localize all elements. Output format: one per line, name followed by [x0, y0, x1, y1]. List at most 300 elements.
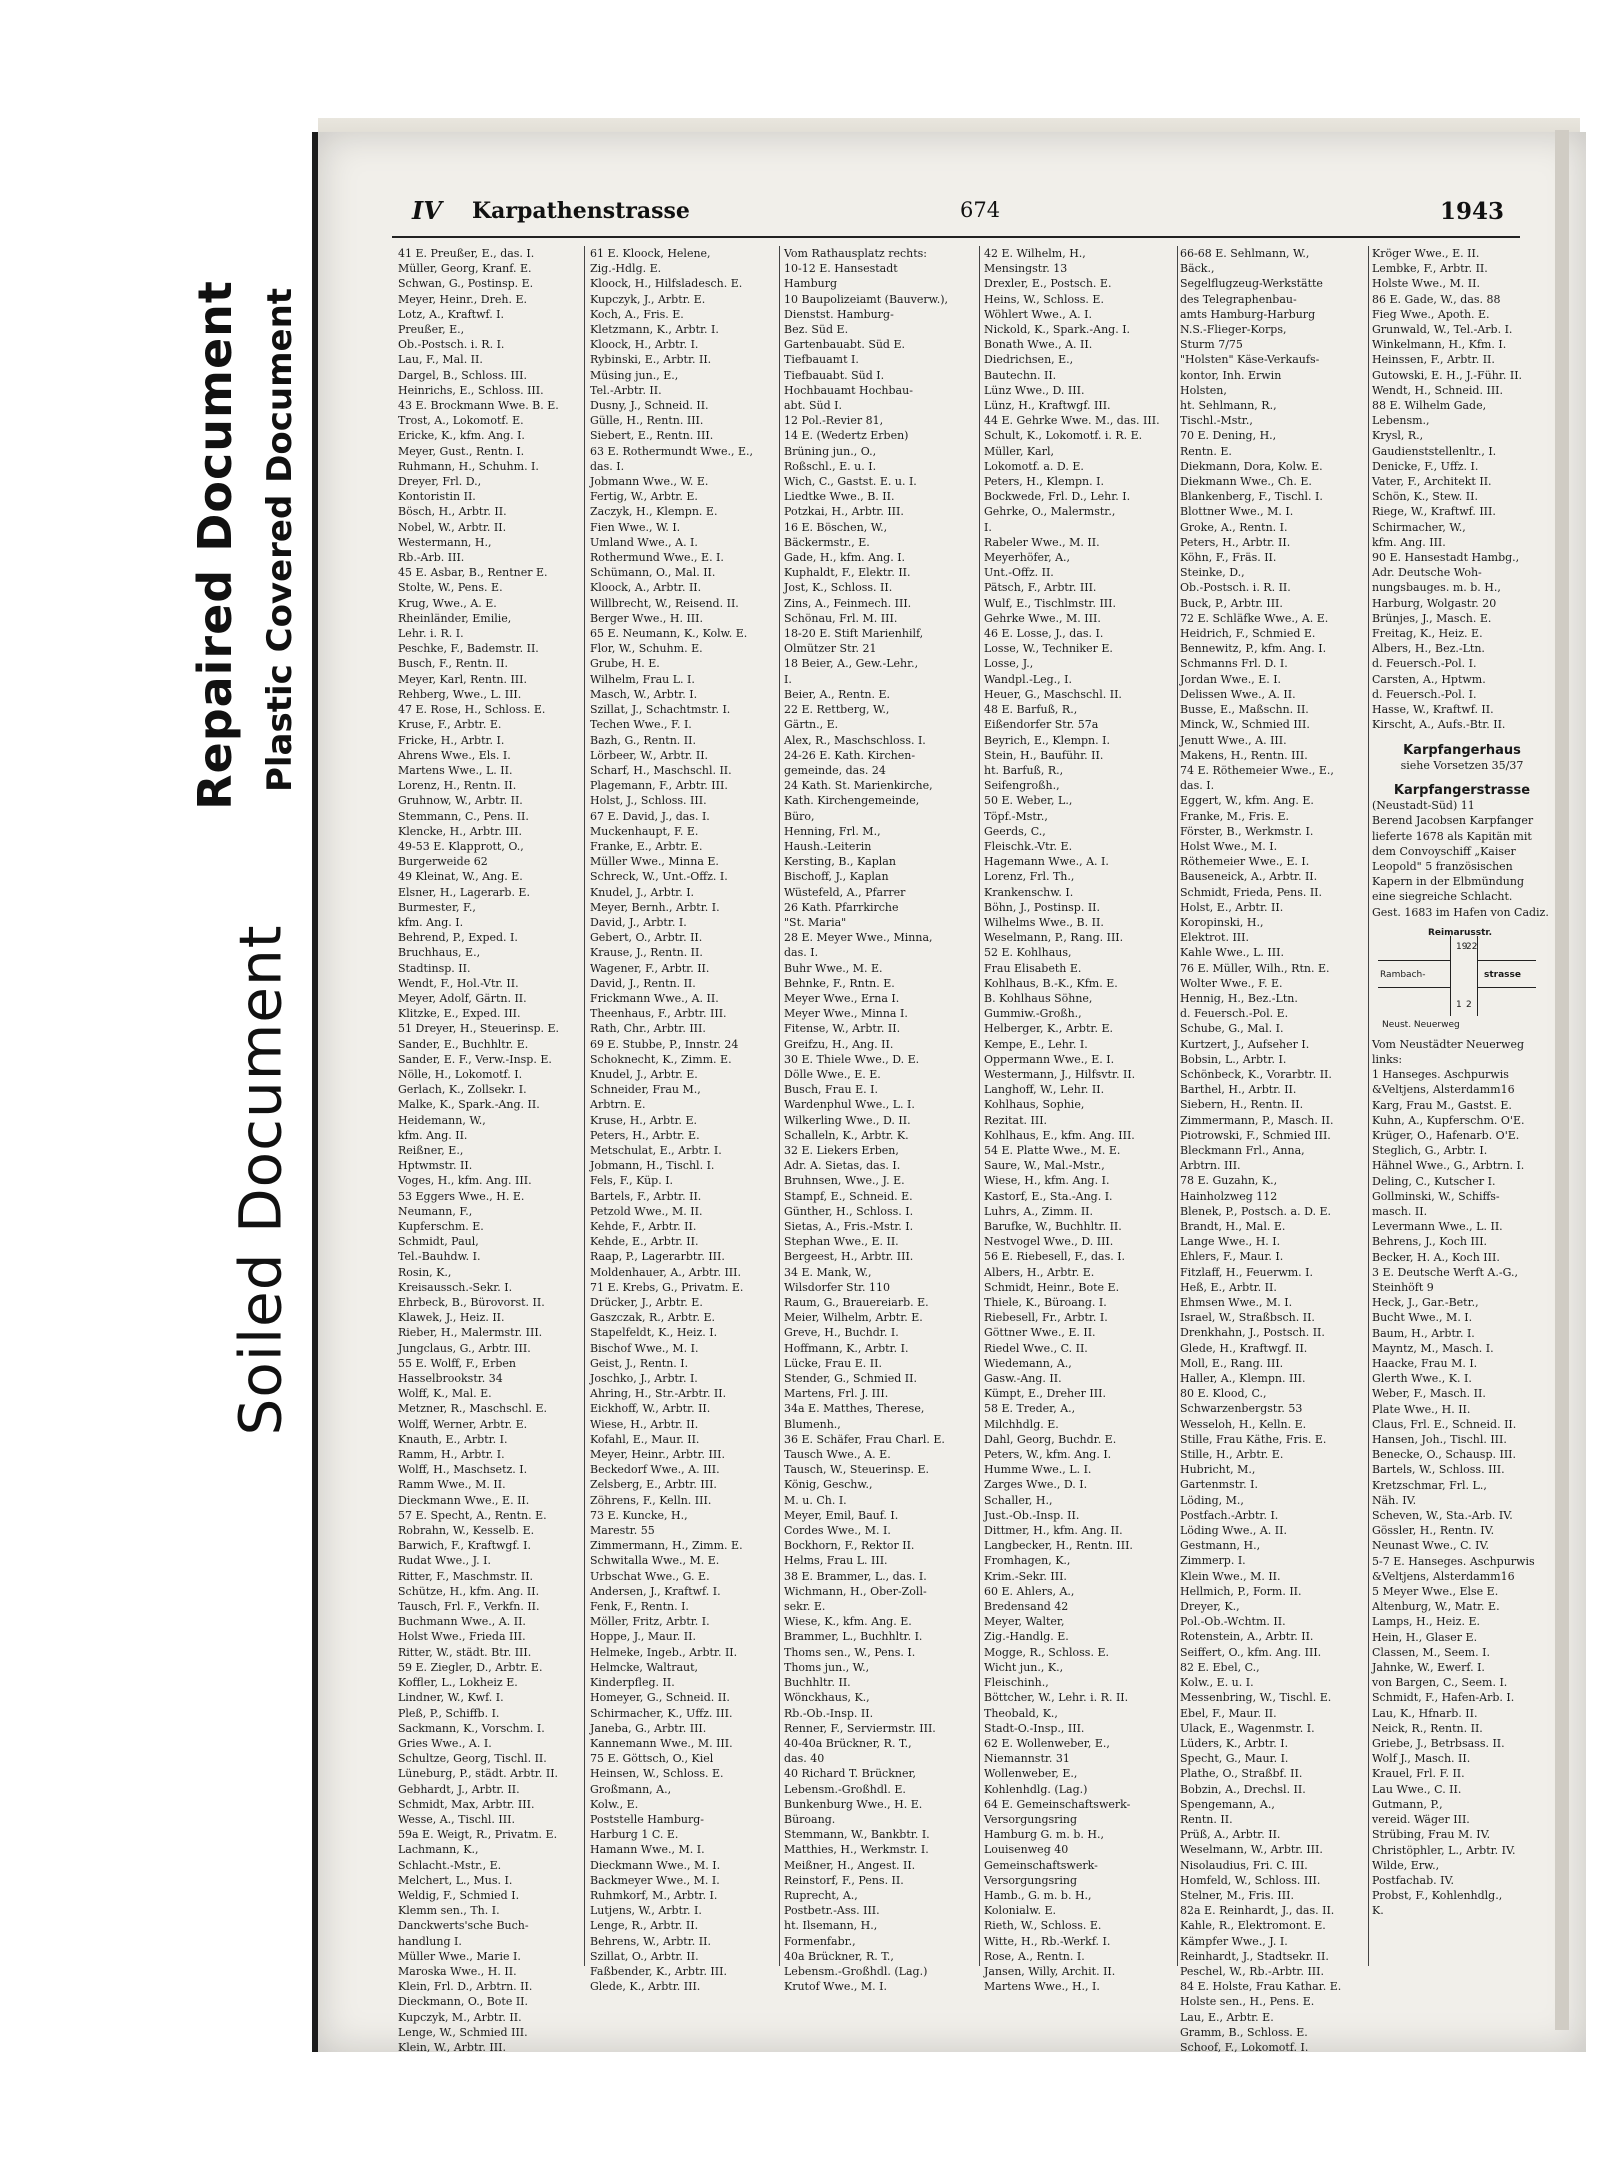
- directory-entry: Bäckermstr., E.: [784, 535, 870, 549]
- directory-entry: 44 E. Gehrke Wwe. M., das. III.: [984, 414, 1160, 428]
- directory-entry: Müller Wwe., Marie I.: [398, 1949, 521, 1963]
- directory-entry: Kempe, E., Lehr. I.: [984, 1037, 1088, 1051]
- directory-entry: Robrahn, W., Kesselb. E.: [398, 1524, 535, 1538]
- directory-entry: Hptwmstr. II.: [398, 1159, 473, 1173]
- directory-entry: Elektrot. III.: [1180, 931, 1249, 945]
- directory-entry: das. I.: [1180, 779, 1215, 793]
- directory-entry: Ruhmkorf, M., Arbtr. I.: [590, 1888, 718, 1902]
- directory-entry: Glede, K., Arbtr. III.: [590, 1980, 701, 1994]
- directory-entry: Albers, H., Arbtr. E.: [984, 1265, 1095, 1279]
- directory-entry: Lebensm.-Großhdl. (Lag.): [784, 1964, 928, 1978]
- directory-entry: 60 E. Ahlers, A.,: [984, 1584, 1075, 1598]
- directory-entry: Szillat, O., Arbtr. II.: [590, 1949, 699, 1963]
- directory-entry: Stadt-O.-Insp., III.: [984, 1721, 1085, 1735]
- directory-entry: Witte, H., Rb.-Werkf. I.: [984, 1934, 1111, 1948]
- directory-entry: Benecke, O., Schausp. III.: [1372, 1448, 1517, 1462]
- directory-entry: Kruse, F., Arbtr. E.: [398, 718, 502, 732]
- directory-entry: Fleischk.-Vtr. E.: [984, 839, 1073, 853]
- directory-entry: Burmester, F.,: [398, 900, 476, 914]
- directory-entry: Danckwerts'sche Buch-: [398, 1919, 529, 1933]
- directory-entry: Schönau, Frl. M. III.: [784, 611, 898, 625]
- directory-entry: Peters, H., Arbtr. II.: [1180, 535, 1291, 549]
- directory-entry: Kontoristin II.: [398, 490, 476, 504]
- directory-entry: Bennewitz, P., kfm. Ang. I.: [1180, 642, 1327, 656]
- column-6-entries-bottom: [1372, 1037, 1552, 1919]
- directory-entry: 40-40a Brückner, R. T.,: [784, 1736, 912, 1750]
- directory-entry: Jahnke, W., Ewerf. I.: [1372, 1661, 1485, 1675]
- directory-entry: d. Feuersch.-Pol. E.: [1180, 1007, 1289, 1021]
- directory-entry: Bischoff, J., Kaplan: [784, 870, 889, 884]
- directory-entry: Kolonialw. E.: [984, 1904, 1056, 1918]
- directory-entry: Töpf.-Mstr.,: [984, 809, 1048, 823]
- directory-column-2: [590, 246, 774, 1994]
- directory-entry: Hoffmann, K., Arbtr. I.: [784, 1341, 909, 1355]
- directory-entry: Möller, Fritz, Arbtr. I.: [590, 1615, 710, 1629]
- directory-entry: nungsbauges. m. b. H.,: [1372, 581, 1501, 595]
- directory-entry: Barthel, H., Arbtr. II.: [1180, 1083, 1297, 1097]
- directory-entry: Schirmacher, W.,: [1372, 520, 1466, 534]
- directory-entry: Klitzke, E., Exped. III.: [398, 1007, 521, 1021]
- directory-entry: Kahle, R., Elektromont. E.: [1180, 1919, 1326, 1933]
- directory-entry: Wicht jun., K.,: [984, 1660, 1064, 1674]
- directory-entry: Rentn. E.: [1180, 444, 1232, 458]
- directory-entry: Gartenbauabt. Süd E.: [784, 338, 905, 352]
- directory-entry: 24-26 E. Kath. Kirchen-: [784, 748, 916, 762]
- directory-entry: Kämpfer Wwe., J. I.: [1180, 1934, 1288, 1948]
- directory-entry: Steinhöft 9: [1372, 1280, 1434, 1294]
- directory-entry: Kletzmann, K., Arbtr. I.: [590, 323, 719, 337]
- directory-entry: Reinhardt, J., Stadtsekr. II.: [1180, 1949, 1329, 1963]
- directory-entry: Heidemann, W.,: [398, 1113, 486, 1127]
- directory-entry: Lüneburg, P., städt. Arbtr. II.: [398, 1767, 559, 1781]
- directory-column-5: [1180, 246, 1364, 2054]
- book-edge-right: [1555, 130, 1569, 2030]
- directory-entry: 43 E. Brockmann Wwe. B. E.: [398, 399, 559, 413]
- directory-entry: Seiffert, O., kfm. Ang. III.: [1180, 1645, 1322, 1659]
- directory-entry: d. Feuersch.-Pol. I.: [1372, 657, 1477, 671]
- directory-entry: Kahle Wwe., L. III.: [1180, 946, 1284, 960]
- directory-entry: Wilhelm, Frau L. I.: [590, 672, 695, 686]
- directory-entry: Kersting, B., Kaplan: [784, 855, 896, 869]
- directory-entry: 49-53 E. Klapprott, O.,: [398, 839, 524, 853]
- directory-entry: Kehde, E., Arbtr. II.: [590, 1235, 699, 1249]
- directory-entry: Hein, H., Glaser E.: [1372, 1630, 1478, 1644]
- directory-entry: Bartels, F., Arbtr. II.: [590, 1189, 702, 1203]
- directory-entry: Bösch, H., Arbtr. II.: [398, 505, 507, 519]
- directory-entry: Meyer, Karl, Rentn. III.: [398, 672, 527, 686]
- directory-entry: Eickhoff, W., Arbtr. II.: [590, 1402, 711, 1416]
- directory-entry: Bobzin, A., Drechsl. II.: [1180, 1782, 1306, 1796]
- directory-entry: Steinke, D.,: [1180, 566, 1245, 580]
- directory-entry: Wardenphul Wwe., L. I.: [784, 1098, 915, 1112]
- directory-entry: Bruchhaus, E.,: [398, 946, 481, 960]
- directory-entry: Drücker, J., Arbtr. E.: [590, 1296, 703, 1310]
- directory-entry: Krug, Wwe., A. E.: [398, 596, 497, 610]
- directory-entry: 90 E. Hansestadt Hambg.,: [1372, 551, 1520, 565]
- directory-entry: Schwan, G., Postinsp. E.: [398, 277, 534, 291]
- directory-entry: Wiese, K., kfm. Ang. E.: [784, 1615, 912, 1629]
- directory-entry: Peters, W., kfm. Ang. I.: [984, 1448, 1112, 1462]
- directory-entry: Schön, K., Stew. II.: [1372, 490, 1478, 504]
- directory-entry: Beyrich, E., Klempn. I.: [984, 733, 1110, 747]
- directory-entry: Techen Wwe., F. I.: [590, 718, 692, 732]
- directory-entry: Wendt, H., Schneid. III.: [1372, 383, 1504, 397]
- directory-entry: Losse, W., Techniker E.: [984, 642, 1113, 656]
- directory-entry: Siebert, E., Rentn. III.: [590, 429, 714, 443]
- directory-entry: Buhr Wwe., M. E.: [784, 961, 883, 975]
- directory-entry: Wolf J., Masch. II.: [1372, 1752, 1471, 1766]
- directory-entry: Versorgungsring: [984, 1812, 1078, 1826]
- directory-entry: Gollminski, W., Schiffs-: [1372, 1189, 1500, 1203]
- directory-entry: Tausch, Frl. F., Verkfn. II.: [398, 1600, 540, 1614]
- directory-entry: Theenhaus, F., Arbtr. III.: [590, 1007, 727, 1021]
- directory-entry: Stemmann, C., Pens. II.: [398, 809, 529, 823]
- directory-entry: &Veltjens, Alsterdamm16: [1372, 1569, 1515, 1583]
- directory-entry: Raap, P., Lagerarbtr. III.: [590, 1250, 725, 1264]
- directory-entry: Klawek, J., Heiz. II.: [398, 1311, 505, 1325]
- directory-entry: Knudel, J., Arbtr. I.: [590, 885, 695, 899]
- directory-entry: Dreyer, Frl. D.,: [398, 475, 482, 489]
- directory-entry: 74 E. Röthemeier Wwe., E.,: [1180, 763, 1334, 777]
- directory-entry: Meyerhöfer, A.,: [984, 551, 1071, 565]
- directory-entry: Diekmann Wwe., Ch. E.: [1180, 475, 1312, 489]
- directory-entry: 56 E. Riebesell, F., das. I.: [984, 1250, 1126, 1264]
- directory-entry: Busse, E., Maßschn. II.: [1180, 703, 1309, 717]
- directory-entry: Martens Wwe., H., I.: [984, 1980, 1100, 1994]
- directory-entry: Behrens, J., Koch III.: [1372, 1235, 1488, 1249]
- karpfangerhaus-title: Karpfangerhaus: [1403, 742, 1521, 758]
- directory-entry: Wolff, H., Maschsetz. I.: [398, 1463, 528, 1477]
- directory-entry: Busch, Frau E. I.: [784, 1083, 878, 1097]
- directory-entry: Leopold" 5 französischen: [1372, 859, 1513, 873]
- directory-entry: ht. Sehlmann, R.,: [1180, 399, 1277, 413]
- directory-entry: Hagemann Wwe., A. I.: [984, 855, 1109, 869]
- directory-entry: Lörbeer, W., Arbtr. II.: [590, 748, 709, 762]
- directory-entry: Tiefbauamt I.: [784, 353, 859, 367]
- directory-entry: Backmeyer Wwe., M. I.: [590, 1873, 720, 1887]
- directory-entry: Kuphaldt, F., Elektr. II.: [784, 566, 911, 580]
- directory-entry: Gaszczak, R., Arbtr. E.: [590, 1311, 715, 1325]
- directory-entry: 16 E. Böschen, W.,: [784, 520, 888, 534]
- directory-entry: 34a E. Matthes, Therese,: [784, 1402, 925, 1416]
- directory-entry: Schneider, Frau M.,: [590, 1083, 701, 1097]
- directory-entry: König, Geschw.,: [784, 1478, 873, 1492]
- directory-entry: Kinderpfleg. II.: [590, 1676, 675, 1690]
- directory-entry: Kupferschm. E.: [398, 1220, 484, 1233]
- column-divider: [1177, 246, 1178, 1966]
- directory-entry: d. Feuersch.-Pol. I.: [1372, 687, 1477, 701]
- directory-entry: Zarges Wwe., D. I.: [984, 1478, 1088, 1492]
- directory-entry: von Bargen, C., Seem. I.: [1372, 1676, 1508, 1690]
- directory-entry: Behrens, W., Arbtr. II.: [590, 1934, 711, 1948]
- directory-entry: Jordan Wwe., E. I.: [1180, 672, 1282, 686]
- directory-entry: Zig.-Hdlg. E.: [590, 262, 662, 276]
- directory-entry: Koropinski, H.,: [1180, 915, 1264, 929]
- directory-entry: Kröger Wwe., E. II.: [1372, 247, 1480, 260]
- directory-entry: Kapern in der Elbmündung: [1372, 875, 1525, 889]
- plastic-label: Plastic Covered Document: [260, 287, 301, 793]
- directory-entry: Schultze, Georg, Tischl. II.: [398, 1752, 547, 1766]
- directory-entry: Kofahl, E., Maur. II.: [590, 1432, 700, 1446]
- directory-entry: Stadtinsp. II.: [398, 961, 471, 975]
- directory-entry: Dienstst. Hamburg-: [784, 307, 894, 321]
- directory-entry: 45 E. Asbar, B., Rentner E.: [398, 566, 548, 580]
- directory-entry: Stapelfeldt, K., Heiz. I.: [590, 1326, 718, 1340]
- directory-entry: Plate Wwe., H. II.: [1372, 1402, 1471, 1416]
- directory-entry: Ob.-Postsch. i. R. II.: [1180, 581, 1291, 595]
- directory-entry: Gössler, H., Rentn. IV.: [1372, 1524, 1495, 1538]
- directory-entry: Schümann, O., Mal. II.: [590, 566, 716, 580]
- directory-entry: Malke, K., Spark.-Ang. II.: [398, 1098, 540, 1112]
- directory-entry: Wollenweber, E.,: [984, 1767, 1078, 1781]
- directory-entry: Müller, Georg, Kranf. E.: [398, 262, 532, 276]
- directory-entry: Metschulat, E., Arbtr. I.: [590, 1143, 722, 1157]
- directory-entry: Pätsch, F., Arbtr. III.: [984, 581, 1097, 595]
- directory-entry: Langhoff, W., Lehr. II.: [984, 1083, 1105, 1097]
- directory-entry: Heinsen, W., Schloss. E.: [590, 1767, 724, 1781]
- directory-entry: Wöhlert Wwe., A. I.: [984, 307, 1092, 321]
- directory-entry: Krüger, O., Hafenarb. O'E.: [1372, 1128, 1520, 1142]
- directory-entry: Albers, H., Bez.-Ltn.: [1372, 642, 1485, 656]
- directory-entry: Eggert, W., kfm. Ang. E.: [1180, 794, 1314, 808]
- directory-entry: Fertig, W., Arbtr. E.: [590, 490, 698, 504]
- directory-entry: Fien Wwe., W. I.: [590, 520, 681, 534]
- directory-entry: Dieckmann Wwe., E. II.: [398, 1493, 530, 1507]
- directory-entry: Lotz, A., Kraftwf. I.: [398, 307, 505, 321]
- directory-entry: Buchhltr. II.: [784, 1676, 851, 1690]
- directory-entry: Lembke, F., Arbtr. II.: [1372, 262, 1488, 276]
- directory-entry: Harburg 1 C. E.: [590, 1828, 679, 1842]
- directory-entry: Formenfabr.,: [784, 1934, 856, 1948]
- directory-entry: Cordes Wwe., M. I.: [784, 1524, 891, 1538]
- directory-column-1: [398, 246, 578, 2054]
- directory-entry: das. I.: [784, 946, 819, 960]
- directory-entry: Meyer, Bernh., Arbtr. I.: [590, 900, 720, 914]
- directory-entry: Gehrke, O., Malermstr.,: [984, 505, 1116, 519]
- column-divider: [979, 246, 980, 1966]
- directory-entry: Glede, H., Kraftwgf. II.: [1180, 1341, 1308, 1355]
- karpfangerhaus-note: siehe Vorsetzen 35/37: [1400, 758, 1524, 772]
- directory-entry: Gest. 1683 im Hafen von Cadiz.: [1372, 905, 1549, 919]
- directory-entry: Ramm Wwe., M. II.: [398, 1478, 506, 1492]
- directory-entry: Winkelmann, H., Kfm. I.: [1372, 338, 1507, 352]
- directory-entry: Blankenberg, F., Tischl. I.: [1180, 490, 1323, 504]
- map-number: 1: [1456, 999, 1462, 1010]
- directory-entry: Plathe, O., Straßbf. II.: [1180, 1767, 1303, 1781]
- map-label-top: Reimarusstr.: [1428, 927, 1493, 938]
- directory-entry: Lenge, R., Arbtr. II.: [590, 1919, 699, 1933]
- directory-entry: Hähnel Wwe., G., Arbtrn. I.: [1372, 1159, 1525, 1173]
- directory-entry: Siebern, H., Rentn. II.: [1180, 1098, 1304, 1112]
- directory-entry: 69 E. Stubbe, P., Innstr. 24: [590, 1037, 739, 1051]
- directory-entry: Peters, H., Arbtr. E.: [590, 1128, 700, 1142]
- directory-entry: Sietas, A., Fris.-Mstr. I.: [784, 1220, 914, 1233]
- directory-entry: Klein Wwe., M. II.: [1180, 1569, 1281, 1583]
- directory-entry: Strübing, Frau M. IV.: [1372, 1828, 1491, 1842]
- directory-entry: Rybinski, E., Arbtr. II.: [590, 353, 712, 367]
- directory-entry: Kurtzert, J., Aufseher I.: [1180, 1037, 1310, 1051]
- directory-entry: Melchert, L., Mus. I.: [398, 1873, 513, 1887]
- directory-entry: Löding Wwe., A. II.: [1180, 1524, 1287, 1538]
- directory-entry: Stolte, W., Pens. E.: [398, 581, 503, 595]
- directory-entry: 54 E. Platte Wwe., M. E.: [984, 1143, 1121, 1157]
- directory-entry: Karg, Frau M., Gastst. E.: [1372, 1098, 1512, 1112]
- directory-entry: Bartels, W., Schloss. III.: [1372, 1463, 1505, 1477]
- map-label-right: strasse: [1484, 969, 1521, 980]
- directory-entry: Brandt, H., Mal. E.: [1180, 1220, 1286, 1233]
- directory-entry: Harburg, Wolgastr. 20: [1372, 596, 1497, 610]
- directory-entry: Matthies, H., Werkmstr. I.: [784, 1843, 929, 1857]
- directory-entry: Metzner, R., Maschschl. E.: [398, 1402, 548, 1416]
- column-divider: [1368, 246, 1369, 1966]
- directory-entry: Klencke, H., Arbtr. III.: [398, 824, 522, 838]
- directory-entry: 10-12 E. Hansestadt: [784, 262, 898, 276]
- street-map: [1378, 926, 1536, 1031]
- directory-entry: 28 E. Meyer Wwe., Minna,: [784, 931, 933, 945]
- directory-entry: Hamburg G. m. b. H.,: [984, 1828, 1104, 1842]
- directory-entry: Tischl.-Mstr.,: [1180, 414, 1253, 428]
- directory-entry: Schoof, F., Lokomotf. I.: [1180, 2040, 1309, 2054]
- directory-entry: Lutjens, W., Arbtr. I.: [590, 1904, 702, 1918]
- directory-entry: Göttner Wwe., E. II.: [984, 1326, 1096, 1340]
- directory-entry: Lau, F., Mal. II.: [398, 353, 483, 367]
- directory-entry: kfm. Ang. III.: [1372, 535, 1446, 549]
- directory-entry: Lenge, W., Schmied III.: [398, 2025, 528, 2039]
- directory-entry: Pol.-Ob.-Wchtm. II.: [1180, 1615, 1286, 1629]
- directory-entry: sekr. E.: [784, 1600, 826, 1614]
- directory-entry: 59 E. Ziegler, D., Arbtr. E.: [398, 1660, 543, 1674]
- directory-entry: ht. Ilsemann, H.,: [784, 1919, 878, 1933]
- directory-entry: Kannemann Wwe., M. III.: [590, 1736, 733, 1750]
- directory-entry: Moll, E., Rang. III.: [1180, 1356, 1284, 1370]
- directory-entry: Heinrichs, E., Schloss. III.: [398, 383, 544, 397]
- directory-entry: Fleischinh.,: [984, 1676, 1049, 1690]
- directory-entry: Baum, H., Arbtr. I.: [1372, 1326, 1475, 1340]
- directory-entry: Humme Wwe., L. I.: [984, 1463, 1092, 1477]
- directory-entry: 58 E. Treder, A.,: [984, 1402, 1076, 1416]
- directory-entry: Wilde, Erw.,: [1372, 1858, 1440, 1872]
- directory-entry: Wandpl.-Leg., I.: [984, 672, 1072, 686]
- directory-entry: Rath, Chr., Arbtr. III.: [590, 1022, 706, 1036]
- map-label-left: Rambach-: [1380, 969, 1426, 980]
- directory-entry: Roßschl., E. u. I.: [784, 459, 877, 473]
- directory-entry: Blumenh.,: [784, 1417, 841, 1431]
- directory-entry: Brüning jun., O.,: [784, 444, 877, 458]
- directory-entry: Arbtrn. III.: [1180, 1159, 1241, 1173]
- directory-entry: 75 E. Göttsch, O., Kiel: [590, 1752, 714, 1766]
- directory-entry: Minck, W., Schmied III.: [1180, 718, 1310, 732]
- directory-entry: David, J., Rentn. II.: [590, 976, 696, 990]
- directory-entry: Riege, W., Kraftwf. III.: [1372, 505, 1496, 519]
- directory-entry: Bockhorn, F., Rektor II.: [784, 1539, 915, 1553]
- directory-entry: das. 40: [784, 1752, 825, 1766]
- directory-entry: Delissen Wwe., A. II.: [1180, 687, 1296, 701]
- directory-entry: I.: [984, 520, 992, 534]
- directory-column-4: [984, 246, 1174, 1994]
- directory-entry: Glerth Wwe., K. I.: [1372, 1372, 1472, 1386]
- directory-entry: Tiefbauabt. Süd I.: [784, 368, 885, 382]
- map-number: 22: [1466, 941, 1478, 952]
- directory-entry: Lorenz, Frl. Th.,: [984, 870, 1075, 884]
- directory-entry: Lamps, H., Heiz. E.: [1372, 1615, 1480, 1629]
- page-number: 674: [960, 198, 1001, 222]
- directory-entry: Rothermund Wwe., E. I.: [590, 551, 724, 565]
- directory-entry: Scheven, W., Sta.-Arb. IV.: [1372, 1509, 1513, 1523]
- directory-entry: Tel.-Arbtr. II.: [590, 383, 662, 397]
- directory-entry: Klein, Frl. D., Arbtrn. II.: [398, 1980, 533, 1994]
- directory-entry: Claus, Frl. E., Schneid. II.: [1372, 1417, 1517, 1431]
- directory-entry: 48 E. Barfuß, R.,: [984, 703, 1078, 717]
- directory-entry: Wiese, H., Arbtr. II.: [590, 1417, 699, 1431]
- directory-entry: Mayntz, M., Masch. I.: [1372, 1341, 1494, 1355]
- directory-entry: Schirmacher, K., Uffz. III.: [590, 1706, 733, 1720]
- directory-entry: 78 E. Guzahn, K.,: [1180, 1174, 1278, 1188]
- directory-entry: Potzkai, H., Arbtr. III.: [784, 505, 904, 519]
- directory-entry: Zimmermann, P., Masch. II.: [1180, 1113, 1334, 1127]
- directory-entry: Steglich, G., Arbtr. I.: [1372, 1144, 1488, 1158]
- directory-entry: Holste Wwe., M. II.: [1372, 277, 1480, 291]
- directory-entry: Kloock, H., Arbtr. I.: [590, 338, 699, 352]
- directory-entry: Voges, H., kfm. Ang. III.: [398, 1174, 532, 1188]
- directory-entry: Lünz, H., Kraftwgf. III.: [984, 399, 1111, 413]
- directory-entry: Gehrke Wwe., M. III.: [984, 611, 1101, 625]
- directory-entry: Sander, E., Buchhltr. E.: [398, 1037, 529, 1051]
- directory-entry: Schwarzenbergstr. 53: [1180, 1402, 1303, 1416]
- directory-entry: Zöhrens, F., Kelln. III.: [590, 1493, 712, 1507]
- directory-entry: Hamburg: [784, 277, 838, 291]
- directory-entry: Ritter, W., städt. Btr. III.: [398, 1645, 532, 1659]
- directory-entry: eine siegreiche Schlacht.: [1372, 890, 1513, 904]
- directory-entry: Fromhagen, K.,: [984, 1554, 1071, 1568]
- directory-entry: Arbtrn. E.: [590, 1098, 646, 1112]
- directory-entry: Wolter Wwe., F. E.: [1180, 976, 1283, 990]
- directory-entry: Homeyer, G., Schneid. II.: [590, 1691, 730, 1705]
- directory-entry: (Neustadt-Süd) 11: [1372, 799, 1475, 813]
- directory-entry: Fricke, H., Arbtr. I.: [398, 733, 505, 747]
- directory-entry: "Holsten" Käse-Verkaufs-: [1180, 353, 1320, 367]
- directory-entry: Ebel, F., Maur. II.: [1180, 1706, 1277, 1720]
- directory-entry: Rheinländer, Emilie,: [398, 611, 512, 625]
- directory-entry: Berger Wwe., H. III.: [590, 611, 703, 625]
- directory-entry: Neumann, F.,: [398, 1204, 473, 1218]
- directory-entry: Krauel, Frl. F. II.: [1372, 1767, 1465, 1781]
- directory-entry: Kirscht, A., Aufs.-Btr. II.: [1372, 718, 1506, 732]
- directory-entry: 70 E. Dening, H.,: [1180, 429, 1277, 443]
- directory-entry: Kümpt, E., Dreher III.: [984, 1387, 1106, 1401]
- directory-entry: Gutowski, E. H., J.-Führ. II.: [1372, 368, 1523, 382]
- directory-entry: Fenk, F., Rentn. I.: [590, 1600, 689, 1614]
- directory-entry: B. Kohlhaus Söhne,: [984, 991, 1093, 1005]
- directory-entry: Muckenhaupt, F. E.: [590, 824, 699, 838]
- directory-entry: Helberger, K., Arbtr. E.: [984, 1022, 1113, 1036]
- directory-entry: Barufke, W., Buchhltr. II.: [984, 1220, 1122, 1233]
- directory-entry: Haller, A., Klempn. III.: [1180, 1372, 1306, 1386]
- directory-entry: Krysl, R.,: [1372, 429, 1424, 443]
- directory-entry: Diekmann, Dora, Kolw. E.: [1180, 459, 1323, 473]
- directory-entry: 46 E. Losse, J., das. I.: [984, 627, 1104, 641]
- directory-entry: Wilkerling Wwe., D. II.: [784, 1113, 911, 1127]
- directory-entry: 82 E. Ebel, C.,: [1180, 1660, 1260, 1674]
- directory-entry: Gramm, B., Schloss. E.: [1180, 2025, 1308, 2039]
- directory-entry: Becker, H. A., Koch III.: [1372, 1250, 1500, 1264]
- directory-entry: Bruhnsen, Wwe., J. E.: [784, 1174, 905, 1188]
- volume-number: IV: [412, 196, 442, 225]
- directory-entry: Gade, H., kfm. Ang. I.: [784, 551, 906, 565]
- directory-entry: Lokomotf. a. D. E.: [984, 459, 1084, 473]
- directory-entry: lieferte 1678 als Kapitän mit: [1372, 829, 1532, 843]
- directory-entry: handlung I.: [398, 1934, 462, 1948]
- directory-entry: 12 Pol.-Revier 81,: [784, 414, 884, 428]
